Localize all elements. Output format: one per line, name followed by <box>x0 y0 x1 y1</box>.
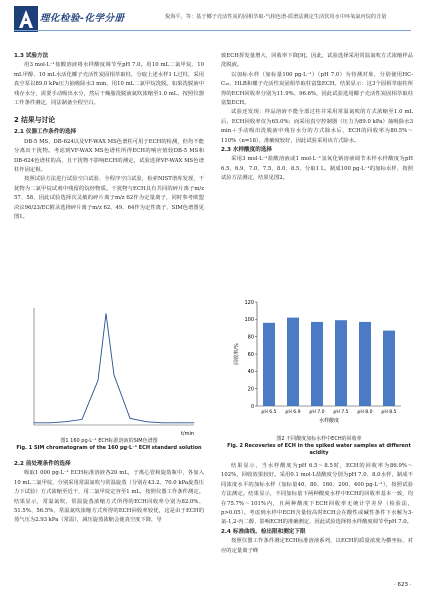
x-tick-label: pH 8.5 <box>381 410 397 415</box>
section-2-3-text: 采用3 mol·L⁻¹盐酸溶液或1 mol·L⁻¹氢氧化钠溶液调节未样水样酸度为pH 6.5、6.9、7.0、7.5、8.0、8.5，分取1 L，制成100 pg·L⁻¹的加标水样，按照试验方法测定，结果见图2。 <box>221 156 413 182</box>
section-1-3-title: 1.3 试验方法 <box>14 53 49 59</box>
chromatogram-point <box>194 422 195 423</box>
figure-1-caption <box>14 438 204 452</box>
y-tick-label: 120 <box>244 299 254 306</box>
section-2-1-para-2: 按照试验方法进行试验空白试验、全程序空白试验，检索NIST谱库发现，干扰物为二氯甲烷试剂中残留的烷烃物质。干扰物与ECH具有共同的碎片离子m/z 57、58，因此试验选择次灵敏的碎片离子m/z 62作为定量离子，同时参考欧盟决议96/23/EC附录选择碎片离子m/z 62、49、64作为定性离子，SIM色谱图见图1。 <box>14 176 204 221</box>
section-2-4-title: 2.4 标准曲线、检出限和测定下限 <box>221 528 306 535</box>
x-axis-label: 水样酸度 <box>318 418 340 424</box>
section-2-3-title: 2.3 水样酸度的选择 <box>221 147 273 154</box>
bar <box>335 320 347 406</box>
journal-logo-icon <box>14 6 38 32</box>
running-title: 倪海平，等：基于椰子壳活性炭的固相萃取-气相色谱-质谱法测定生活饮用水中环氧氯丙烷的含量 <box>165 14 387 20</box>
x-axis-label: t/min <box>180 431 194 437</box>
page-number: · 623 · <box>394 582 412 588</box>
section-2-title: 2 结果与讨论 <box>14 116 56 125</box>
chromatogram-point <box>82 419 83 420</box>
chromatogram-point <box>162 422 163 423</box>
bar <box>359 322 371 406</box>
right-continued-text: 致ECH挥发量增大，回收率下降[9]。因此，试验选择采用常温氮吹方式浓缩样品洗脱液。 <box>221 53 413 69</box>
x-tick-label: pH 6.9 <box>285 410 301 415</box>
page-header <box>0 0 427 40</box>
x-tick-label: pH 7.5 <box>333 410 349 415</box>
y-tick-label: 0 <box>250 403 254 410</box>
chromatogram-point <box>66 421 67 422</box>
figure-2-caption-cn: 图2 不同酸度加标水样中ECH的回收率 <box>276 436 362 442</box>
right-para-results: 结果显示，当水样酸度为pH 6.5～8.5时，ECH的回收率为86.9%～102%，回收效果较好。采用0.1 mol·L盐酸度分别为pH 7.0、8.0水样，制成不同浓度水平的加标水样（加标量40、80、160、200、400 pg·L⁻¹），按照试验方法测定。结果显示，不同加标量下两种酸度水样中ECH的回收率基本一致，均在75.7%～101%内，且两种酸度下ECH回收率无统计学差异（检验法，p>0.05）。考虑到水样中ECH含量较高时ECH会在酸性或碱性条件下水解为3-氯-1,2-丙二醇，影响ECH的准确测定，因此试验选择将水样酸度调节至pH 7.0。 <box>221 463 413 526</box>
bar <box>383 331 395 406</box>
section-1-3-text: 用3 mol·L⁻¹盐酸溶液将水样酸度调节至pH 7.0。用10 mL二氯甲烷、10 mL甲醇、10 mL水活化椰子壳活性炭固相萃取柱，分取上述水样1 L过柱，采用真空泵以89.0 kPa压力抽吸除水3 min，用10 mL二氯甲烷洗脱。如果洗脱液中残存水分，需要手动吸出水分，然后干燥脂洗脱液氮吹浓缩至1.0 mL，按照仪器工作条件测定，同法制备全程空白。 <box>14 62 204 107</box>
section-2-1-title: 2.1 仪器工作条件的选择 <box>14 129 77 136</box>
right-para-cartridge: 以加标水样（加标量100 pg·L⁻¹）（pH 7.0）为待测对象，分别使用HC-C₁₈、HLB和椰子壳活性炭固相萃取柱富集ECH。结果显示：这3个固相萃取柱所得的ECH回收率分别为11.9%、96.6%，因此试验选用椰子壳活性炭固相萃取柱富集ECH。 <box>221 71 413 107</box>
left-column <box>14 52 204 223</box>
x-tick-label: pH 6.5 <box>261 410 277 415</box>
chromatogram-point <box>130 418 131 419</box>
y-tick-label: 80 <box>247 334 254 341</box>
right-column <box>221 52 413 184</box>
figure-2-caption <box>224 436 414 458</box>
chromatogram-point <box>98 380 99 381</box>
figure-1-chromatogram <box>14 300 204 440</box>
figure-2-bar-chart <box>231 294 406 434</box>
right-column-lower <box>221 462 413 556</box>
journal-name: 理化检验-化学分册 <box>40 13 125 24</box>
bar <box>263 323 275 406</box>
y-tick-label: 20 <box>247 386 254 393</box>
left-column-lower <box>14 460 204 526</box>
chromatogram-point <box>146 421 147 422</box>
figure-1-caption-en: Fig. 1 SIM chromatogram of the 160 pg·L⁻¹ ECH standard solution <box>16 445 202 452</box>
chromatogram-point <box>106 313 107 314</box>
figure-2-caption-en: Fig. 2 Recoveries of ECH in the spiked water samples at different acidity <box>227 443 411 457</box>
chromatogram-point <box>114 374 115 375</box>
chromatogram-point <box>50 422 51 423</box>
section-2-4-text: 按照仪器工作条件测定ECH标准溶液系列，以ECH的质量浓度为横坐标，对应的定量离子峰 <box>221 538 413 554</box>
x-tick-label: pH 7.0 <box>309 410 325 415</box>
bar <box>287 318 299 406</box>
y-tick-label: 60 <box>247 351 254 358</box>
figure-1-caption-cn: 图1 160 pg·L⁻¹ ECH标准溶液的SIM色谱图 <box>60 438 158 444</box>
header-rule <box>14 30 411 31</box>
section-2-2-text: 吸取1 000 pg·L⁻¹ ECH标准溶液各20 mL，于离心管和旋蒸瓶中，各加入10 mL二氯甲烷，分别采用常温氮吹与常温旋蒸（分别在43.2、70.0 kPa旋蒸压力下试验）方式浓缩至近干，用二氯甲烷定容至1 mL，按照仪器工作条件测定。结果显示，常温氮吹、常温旋蒸浓缩方式所得的ECH回收率分别为82.0%、51.5%、56.5%，常温氮吹浓缩方式所得的ECH回收率较优，这是由于ECH的蒸气压为2.93 kPa（常温），减压旋蒸浓缩会使真空度下降，导 <box>14 470 204 524</box>
chromatogram-series-line <box>34 314 194 423</box>
section-2-1-para-1: DB-5 MS、DB-624以及VF-WAX MS色谱柱可用于ECH的检测，但均不能分离出干扰物。考虑到VF-WAX MS色谱柱所得ECH的响应值较DB-5 MS和DB-624色谱柱的高，且干扰物不影响ECH的测定，试验选择VF-WAX MS色谱柱作固定相。 <box>14 138 204 174</box>
right-para-water-removal: 试验还发现：样品溶液不能全部过柱并采用常温氮吹的方式浓缩至1.0 mL后，ECH回收率仅为65.0%；而采用真空控制器（压力为89.0 kPa）抽吸除水3 min＋手动吸出洗脱液中残存水分的方式除水后，ECH的回收率为80.5%～110%（n=18），准确度较好，因此试验采用该方式除水。 <box>221 109 413 144</box>
y-tick-label: 40 <box>247 369 254 376</box>
bar <box>311 322 323 406</box>
y-axis-label: 回收率/% <box>234 343 240 365</box>
x-tick-label: pH 8.0 <box>357 410 373 415</box>
section-2-2-title: 2.2 前处理条件的选择 <box>14 461 71 467</box>
y-tick-label: 100 <box>244 317 254 324</box>
chromatogram-point <box>178 422 179 423</box>
chromatogram-point <box>34 422 35 423</box>
